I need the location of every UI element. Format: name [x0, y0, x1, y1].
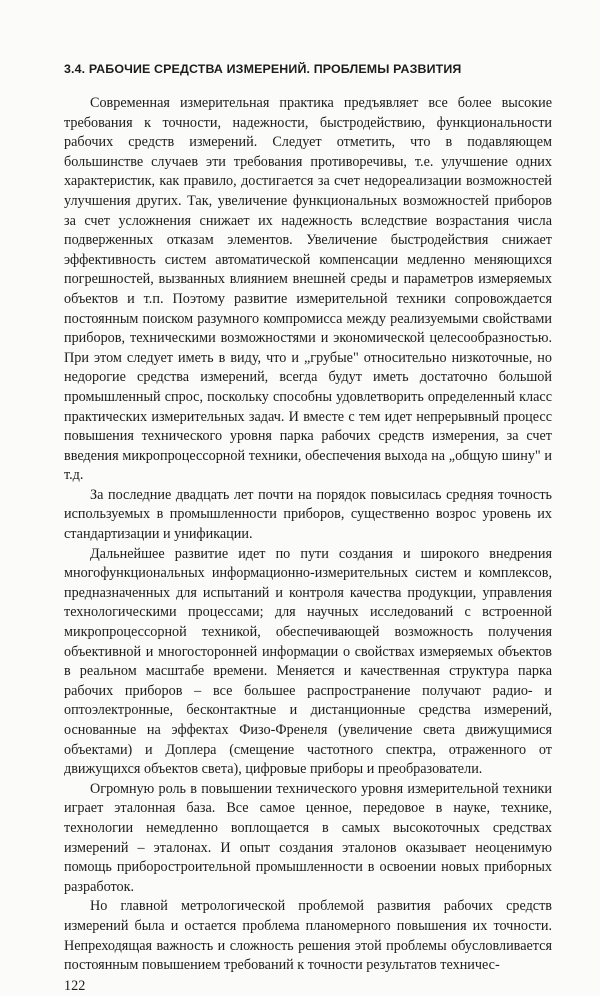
paragraph: Огромную роль в повышении технического уровня измерительной техники играет эталонная база. Все самое ценное, передовое в науке, технике, технологии немедленно воплощается в самых высокоточных средствах измерений – эталонах. И опыт создания эталонов оказывает неоценимую помощь приборостроительной промышленности в освоении новых приборных разработок.: [64, 780, 552, 895]
section-heading: 3.4. РАБОЧИЕ СРЕДСТВА ИЗМЕРЕНИЙ. ПРОБЛЕМЫ РАЗВИТИЯ: [64, 62, 462, 76]
body-text: [64, 94, 552, 976]
paragraph: За последние двадцать лет почти на порядок повысилась средняя точность используемых в промышленности приборов, существенно возрос уровень их стандартизации и унификации.: [64, 486, 552, 543]
paragraph: Современная измерительная практика предъявляет все более высокие требования к точности, надежности, быстродействию, функциональности рабочих средств измерений. Следует отметить, что в подавляющем большинстве случаев эти требования противоречивы, т.е. улучшение одних характеристик, как правило, достигается за счет недореализации возможностей улучшения других. Так, увеличение функциональных возможностей приборов за счет усложнения снижает их надежность вследствие возрастания числа подверженных отказам элементов. Увеличение быстродействия снижает эффективность систем автоматической компенсации медленно меняющихся погрешностей, вызванных влиянием внешней среды и параметров измеряемых объектов и т.п. Поэтому развитие измерительной техники сопровождается постоянным поиском разумного компромисса между реализуемыми свойствами приборов, техническими возможностями и экономической целесообразностью. При этом следует иметь в виду, что и „грубые" относительно низкоточные, но недорогие средства измерений, всегда будут иметь достаточно большой промышленный спрос, поскольку способны удовлетворить определенный класс практических измерительных задач. И вместе с тем идет непрерывный процесс повышения технического уровня парка рабочих средств измерения, за счет введения микропроцессорной техники, обеспечения выхода на „общую шину" и т.д.: [64, 95, 552, 484]
paragraph: Но главной метрологической проблемой развития рабочих средств измерений была и остается проблема планомерного повышения их точности. Непреходящая важность и сложность решения этой проблемы обусловливается постоянным повышением требований к точности результатов техничес-: [64, 898, 552, 974]
paragraph: Дальнейшее развитие идет по пути создания и широкого внедрения многофункциональных информационно-измерительных систем и комплексов, предназначенных для испытаний и контроля качества продукции, управления технологическими процессами; для научных исследований с встроенной микропроцессорной техникой, обеспечивающей возможность получения объективной и многосторонней информации о свойствах измеряемых объектов в реальном масштабе времени. Меняется и качественная структура парка рабочих приборов – все большее распространение получают радио- и оптоэлектронные, бесконтактные и дистанционные средства измерений, основанные на эффектах Физо-Френеля (увеличение света движущимися объектами) и Доплера (смещение частотного спектра, отраженного от движущихся объектов света), цифровые приборы и преобразователи.: [64, 545, 552, 778]
page-number: 122: [64, 977, 86, 994]
